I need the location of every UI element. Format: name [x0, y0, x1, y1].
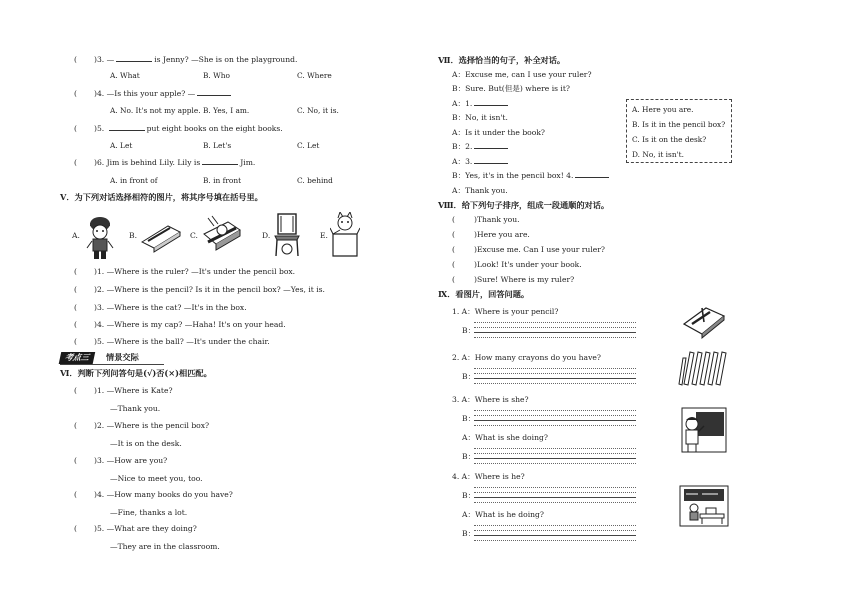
q3-line: )3. — is Jenny? —She is on the playground.	[94, 55, 298, 64]
sec6-item-3-answer: —Nice to meet you, too.	[110, 474, 203, 483]
q5-option-a: A. Let	[110, 141, 133, 150]
section-7-title: Ⅶ．选择恰当的句子，补全对话。	[438, 55, 566, 65]
sec7-line-9: A：Thank you.	[452, 186, 508, 195]
section-6-title: Ⅵ．判断下列问答句是(√)否(×)相匹配。	[60, 368, 212, 378]
q5-blank[interactable]	[109, 130, 145, 131]
sec6-item-5-answer: —They are in the classroom.	[110, 542, 220, 551]
q3-option-a: A. What	[110, 71, 140, 80]
sec9-q1: 1. A：Where is your pencil?	[452, 307, 559, 316]
q6-line: )6. Jim is behind Lily. Lily is Jim.	[94, 158, 256, 167]
sec6-item-2-question: )2. —Where is the pencil box?	[94, 421, 210, 430]
q5-option-b: B. Let's	[203, 141, 232, 150]
sec9-q4-answer-line[interactable]	[474, 497, 636, 498]
sec9-q4-guide-mid	[474, 492, 636, 493]
q4-line: )4. —Is this your apple? —	[94, 90, 233, 98]
section-5-title: V．为下列对话选择相符的图片，将其序号填在括号里。	[60, 192, 263, 202]
sec9-q2-guide-top	[474, 368, 636, 369]
sec7-line-3: A：1.	[452, 100, 510, 108]
sec7-blank-4[interactable]	[575, 177, 609, 178]
sec7-line-4: B：No, it isn't.	[452, 113, 508, 122]
sec8-item-2: )Here you are.	[474, 230, 530, 239]
q3-paren: (	[74, 55, 77, 64]
kaodian-badge: 考点三	[59, 352, 95, 364]
pic-label-e: E.	[320, 231, 328, 240]
sec7-option-a: A. Here you are.	[632, 105, 694, 114]
pic-label-b: B.	[129, 231, 137, 240]
sec5-item-5-paren: (	[74, 337, 77, 346]
sec9-q4-sub-question: A：What is he doing?	[462, 510, 544, 519]
sec9-q3-guide-bottom	[474, 425, 636, 426]
pic-label-c: C.	[190, 231, 198, 240]
sec9-q1-b-label: B：	[462, 326, 476, 335]
sec9-q4b-answer-line[interactable]	[474, 535, 636, 536]
q6-option-b: B. in front	[203, 176, 242, 185]
sec9-q3-sub-question: A：What is she doing?	[462, 433, 548, 442]
sec9-q1-guide-top	[474, 322, 636, 323]
q4-option-b: B. Yes, I am.	[203, 106, 250, 115]
boy-in-classroom-picture	[678, 484, 730, 528]
sec8-item-3: )Excuse me. Can I use your ruler?	[474, 245, 605, 254]
sec7-line-7: A：3.	[452, 158, 510, 166]
q6-paren: (	[74, 158, 77, 167]
sec9-q2-guide-mid	[474, 373, 636, 374]
sec9-q3b-guide-bottom	[474, 463, 636, 464]
q3-blank[interactable]	[116, 61, 152, 62]
sec9-q4-guide-bottom	[474, 502, 636, 503]
girl-at-blackboard-picture	[680, 406, 728, 454]
sec6-item-3-paren: (	[74, 456, 77, 465]
sec6-item-4-paren: (	[74, 490, 77, 499]
sec9-q4b-guide-top	[474, 525, 636, 526]
boy-with-cap-picture	[84, 214, 118, 260]
sec8-item-3-paren: (	[452, 245, 455, 254]
chair-with-ball-picture	[272, 212, 302, 258]
sec6-item-1-answer: —Thank you.	[110, 404, 161, 413]
sec6-item-4-answer: —Fine, thanks a lot.	[110, 508, 188, 517]
sec9-q4b-guide-mid	[474, 530, 636, 531]
sec9-q2-answer-line[interactable]	[474, 378, 636, 379]
sec9-q2-guide-bottom	[474, 383, 636, 384]
sec9-q3-answer-line[interactable]	[474, 420, 636, 421]
sec6-item-2-paren: (	[74, 421, 77, 430]
sec8-item-4-paren: (	[452, 260, 455, 269]
sec9-q4b-b-label: B：	[462, 529, 476, 538]
sec6-item-5-question: )5. —What are they doing?	[94, 524, 197, 533]
section-9-title: Ⅸ．看图片，回答问题。	[438, 289, 530, 299]
sec7-line-2: B：Sure. But(但是) where is it?	[452, 84, 570, 93]
q5-line: )5. put eight books on the eight books.	[94, 124, 283, 133]
sec5-item-2: )2. —Where is the pencil? Is it in the pencil box? —Yes, it is.	[94, 285, 325, 294]
sec9-q3b-b-label: B：	[462, 452, 476, 461]
cat-in-box-picture	[330, 212, 360, 258]
pic-label-a: A.	[72, 231, 80, 240]
sec9-q4-guide-top	[474, 487, 636, 488]
q6-option-c: C. behind	[297, 176, 333, 185]
q4-option-c: C. No, it is.	[297, 106, 339, 115]
six-crayons-picture	[678, 348, 730, 388]
kaodian-underline	[60, 364, 164, 365]
ruler-and-pencil-box-picture	[200, 214, 244, 256]
sec8-item-4: )Look! It's under your book.	[474, 260, 582, 269]
q4-paren: (	[74, 89, 77, 98]
sec6-item-3-question: )3. —How are you?	[94, 456, 168, 465]
sec8-item-1: )Thank you.	[474, 215, 520, 224]
sec9-q3-b-label: B：	[462, 414, 476, 423]
sec7-option-d: D. No, it isn't.	[632, 150, 684, 159]
sec8-item-2-paren: (	[452, 230, 455, 239]
sec5-item-5: )5. —Where is the ball? —It's under the chair.	[94, 337, 270, 346]
sec5-item-3: )3. —Where is the cat? —It's in the box.	[94, 303, 247, 312]
q6-option-a: A. in front of	[110, 176, 158, 185]
sec9-q1-guide-bottom	[474, 337, 636, 338]
sec9-q3-guide-mid	[474, 415, 636, 416]
sec7-line-8: B：Yes, it's in the pencil box! 4.	[452, 172, 611, 180]
sec7-line-1: A：Excuse me, can I use your ruler?	[452, 70, 592, 79]
sec7-option-c: C. Is it on the desk?	[632, 135, 707, 144]
sec9-q4b-guide-bottom	[474, 540, 636, 541]
sec6-item-5-paren: (	[74, 524, 77, 533]
sec9-q2-b-label: B：	[462, 372, 476, 381]
sec8-item-5-paren: (	[452, 275, 455, 284]
sec7-blank-1[interactable]	[474, 105, 508, 106]
sec8-item-5: )Sure! Where is my ruler?	[474, 275, 575, 284]
sec9-q3b-guide-top	[474, 448, 636, 449]
sec7-line-6: B：2.	[452, 143, 510, 151]
sec5-item-4-paren: (	[74, 320, 77, 329]
sec5-item-2-paren: (	[74, 285, 77, 294]
section-8-title: Ⅷ．给下列句子排序，组成一段通顺的对话。	[438, 200, 610, 210]
sec5-item-3-paren: (	[74, 303, 77, 312]
sec6-item-1-question: )1. —Where is Kate?	[94, 386, 173, 395]
q4-blank[interactable]	[197, 95, 231, 96]
q3-option-b: B. Who	[203, 71, 230, 80]
sec5-item-4: )4. —Where is my cap? —Haha! It's on your head.	[94, 320, 286, 329]
sec9-q3b-answer-line[interactable]	[474, 458, 636, 459]
sec9-q1-guide-mid	[474, 327, 636, 328]
sec5-item-1: )1. —Where is the ruler? —It's under the pencil box.	[94, 267, 296, 276]
sec9-q3b-guide-mid	[474, 453, 636, 454]
kaodian-title: 情景交际	[106, 352, 139, 362]
pencil-in-box-picture	[680, 302, 728, 340]
pic-label-d: D.	[262, 231, 271, 240]
q5-paren: (	[74, 124, 77, 133]
sec5-item-1-paren: (	[74, 267, 77, 276]
sec9-q4-b-label: B：	[462, 491, 476, 500]
sec7-blank-3[interactable]	[474, 163, 508, 164]
sec9-q2: 2. A：How many crayons do you have?	[452, 353, 601, 362]
sec7-blank-2[interactable]	[474, 148, 508, 149]
sec6-item-1-paren: (	[74, 386, 77, 395]
sec6-item-4-question: )4. —How many books do you have?	[94, 490, 233, 499]
q5-option-c: C. Let	[297, 141, 320, 150]
sec7-option-b: B. Is it in the pencil box?	[632, 120, 726, 129]
sec9-q3-guide-top	[474, 410, 636, 411]
q6-blank[interactable]	[202, 164, 238, 165]
sec9-q4: 4. A：Where is he?	[452, 472, 525, 481]
sec9-q3: 3. A：Where is she?	[452, 395, 529, 404]
q3-option-c: C. Where	[297, 71, 332, 80]
q4-option-a: A. No. It's not my apple.	[110, 106, 201, 115]
sec6-item-2-answer: —It is on the desk.	[110, 439, 182, 448]
sec9-q1-answer-line[interactable]	[474, 332, 636, 333]
sec8-item-1-paren: (	[452, 215, 455, 224]
sec7-line-5: A：Is it under the book?	[452, 128, 545, 137]
pencil-box-picture	[138, 220, 184, 254]
